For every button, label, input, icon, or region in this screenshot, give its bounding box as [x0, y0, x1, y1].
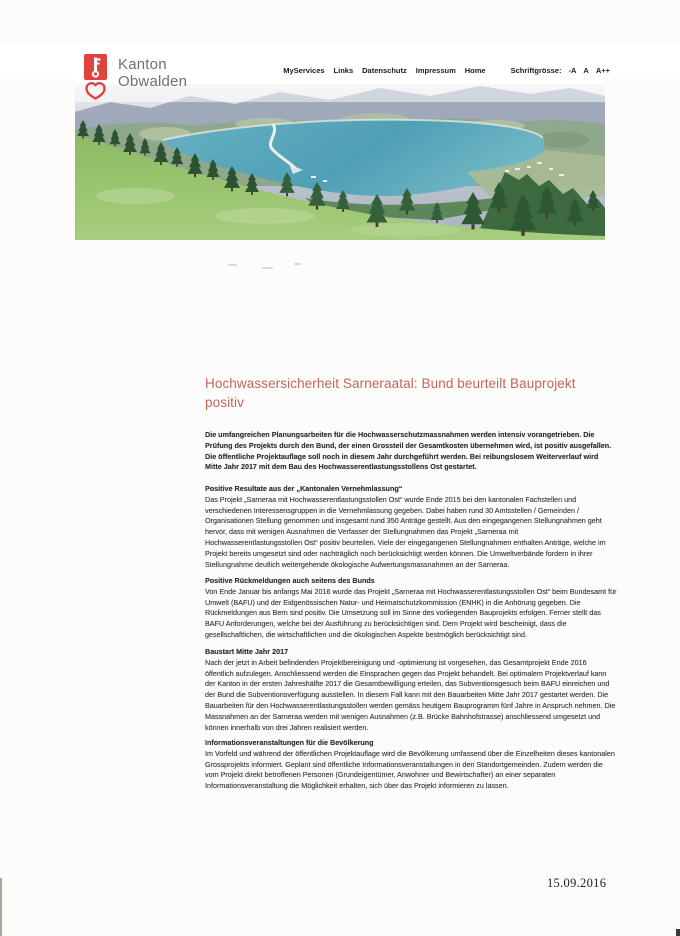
section-heading: Positive Resultate aus der „Kantonalen Vernehmlassung“: [205, 484, 403, 493]
logo-wordmark: [118, 56, 187, 100]
fontsize-normal[interactable]: A: [583, 66, 589, 75]
section-heading: Informationsveranstaltungen für die Bevölkerung: [205, 738, 374, 747]
document-date: 15.09.2016: [547, 876, 607, 890]
section-body: Im Vorfeld und während der öffentlichen Projektauflage wird die Bevölkerung umfassend über die Einzelheiten dieses kantonalen Grossprojekts informiert. Geplant sind öffentliche Informationsveranstaltungen in den Standortgemeinden. Zudem werden die vom Projekt direkt betroffenen Personen (Grundeigentümer, Anwohner und Bewirtschafter) an einer separaten Informationsveranstaltung die Möglichkeit erhalten, sich über das Projekt informieren zu lassen.: [205, 748, 615, 791]
fontsize-control: [511, 66, 610, 75]
nav-impressum[interactable]: Impressum: [415, 66, 456, 75]
scan-smudge: [294, 263, 301, 265]
logo-line2: Obwalden: [118, 73, 188, 90]
fontsize-decrease[interactable]: -A: [568, 66, 577, 75]
scan-smudge: [228, 264, 237, 266]
section-heading: Positive Rückmeldungen auch seitens des Bunds: [205, 576, 375, 585]
landscape-photo: [75, 76, 605, 240]
section-baustart: [205, 647, 617, 733]
section-body: Nach der jetzt in Arbeit befindenden Projektbereinigung und -optimierung ist vorgesehen, das Gesamtprojekt Ende 2016 öffentlich aufzulegen. Anschliessend werden die Einsprachen gegen das Projekt behandelt. Bei optimalem Projektverlauf kann der Kanton in der ersten Jahreshälfte 2017 die Gesamtbewilligung erteilen, das Subventionsgesuch beim BAFU einreichen und der Bund die Subventionsverfügung ausstellen. In diesem Fall kann mit den Bauarbeiten Mitte Jahr 2017 gestartet werden. Die Bauarbeiten für den Hochwasserentlastungsstollen werden gemäss heutigem Bauprogramm fünf Jahre in Anspruch nehmen. Die Massnahmen an der Sarneraa werden mit wenigen Ausnahmen (z.B. Brücke Bahnhofstrasse) anschliessend umgesetzt und können innerhalb von drei Jahren realisiert werden.: [205, 657, 616, 732]
section-vernehmlassung: [205, 484, 617, 570]
scan-edge-line: [0, 878, 2, 936]
scan-smudge: [262, 267, 273, 269]
article-lead: Die umfangreichen Planungsarbeiten für die Hochwasserschutzmassnahmen werden intensiv vorangetrieben. Die Prüfung des Projekts durch den Bund, der einen Grossteil der Gesamtkosten übernehmen wird, ist positiv ausgefallen. Die öffentliche Projektauflage soll noch in diesem Jahr durchgeführt werden. Bei reibungslosem Weiterverlauf wird Mitte Jahr 2017 mit dem Bau des Hochwasserentlastungsstollens Ost gestartet.: [205, 430, 612, 472]
section-information: [205, 738, 617, 792]
kanton-obwalden-logo[interactable]: [82, 54, 202, 100]
nav-datenschutz[interactable]: Datenschutz: [362, 66, 407, 75]
fontsize-increase[interactable]: A++: [595, 66, 610, 75]
top-navigation: [283, 66, 610, 75]
scan-corner-mark: [676, 929, 680, 936]
page-title: Hochwassersicherheit Sarneraatal: Bund beurteilt Bauprojekt positiv: [205, 376, 576, 410]
fontsize-label: Schriftgrösse:: [510, 66, 562, 75]
nav-links[interactable]: Links: [333, 66, 354, 75]
section-bund: [205, 576, 617, 641]
nav-home[interactable]: Home: [464, 66, 486, 75]
section-body: Das Projekt „Sarneraa mit Hochwasserentlastungsstollen Ost“ wurde Ende 2015 bei den kantonalen Fachstellen und verschiedenen Interessensgruppen in die Vernehmlassung gegeben. Dabei haben rund 30 Amtsstellen / Gemeinden / Organisationen Stellung genommen und insgesamt rund 350 Anträge gestellt. Aus den eingegangenen Stellungnahmen geht hervor, dass mit wenigen Ausnahmen die Verfasser der Stellungnahmen das Projekt „Sarneraa mit Hochwasserentlastungsstollen Ost“ positiv beurteilen. Viele der eingegangenen Stellungnahmen enthalten Anträge, welche im Projekt bereits umgesetzt sind oder nachträglich noch berücksichtigt werden können. Die Umweltverbände fordern in ihrer Stellungnahme deutlich weitergehende ökologische Aufwertungsmassnahmen an der Sarneraa.: [205, 494, 606, 569]
nav-myservices[interactable]: MyServices: [283, 66, 325, 75]
obwalden-coat-of-arms-icon: [82, 54, 109, 100]
logo-line1: Kanton: [118, 56, 167, 73]
section-heading: Baustart Mitte Jahr 2017: [205, 647, 289, 656]
section-body: Von Ende Januar bis anfangs Mai 2016 wurde das Projekt „Sarneraa mit Hochwasserentlastungsstollen Ost“ beim Bundesamt für Umwelt (BAFU) und der Eidgenössischen Natur- und Heimatschutzkommission (ENHK) in die Anhörung gegeben. Die Rückmeldungen aus Bern sind positiv. Die Umsetzung soll im Sinne des vorliegenden Bauprojekts erfolgen. Ferner stellt das BAFU Anforderungen, welche bei der Ausführung zu berücksichtigen sind. Dem Projekt wird bescheinigt, dass die gesellschaftlichen, die wirtschaftlichen und die ökologischen Aspekte bestmöglich berücksichtigt sind.: [205, 586, 617, 639]
